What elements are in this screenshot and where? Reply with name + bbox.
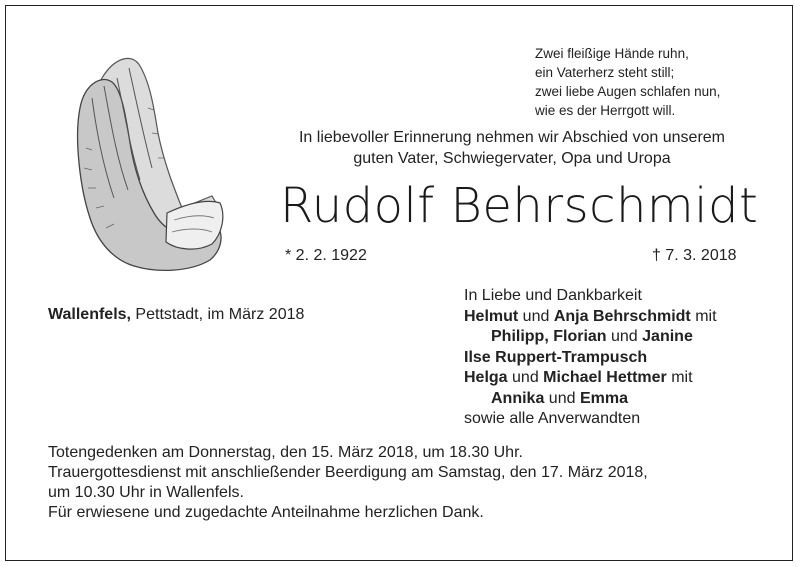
mourner-name: Annika [491,389,545,407]
footer-line: Totengedenken am Donnerstag, den 15. März 2018, um 18.30 Uhr. [48,444,523,461]
mourner-line [464,389,784,410]
mourner-name: Philipp, Florian [491,328,607,345]
conjunction: mit [666,369,693,386]
mourners-list [464,286,784,430]
praying-hands-icon [62,38,227,273]
mourner-name: Ilse Ruppert-Trampusch [464,348,648,366]
poem-line: zwei liebe Augen schlafen nun, [535,84,721,99]
footer-line: um 10.30 Uhr in Wallenfels. [48,484,244,501]
conjunction: und [518,307,554,325]
service-details [48,443,768,523]
mourners-header: In Liebe und Dankbarkeit [464,287,642,304]
mourner-name: Michael Hettmer [543,369,667,386]
mourner-name: Janine [642,328,693,345]
conjunction: und [544,389,580,407]
intro-line: guten Vater, Schwiegervater, Opa und Uropa [353,150,671,167]
place-date [48,306,304,324]
mourner-line [464,327,784,348]
mourner-name: Anja Behrschmidt [553,307,691,325]
mourners-footer: sowie alle Anverwandten [464,410,641,427]
place-bold: Wallenfels, [48,306,131,323]
deceased-name: Rudolf Behrschmidt [280,178,759,234]
mourner-line [464,307,784,328]
place-rest: Pettstadt, im März 2018 [130,306,305,323]
footer-line: Für erwiesene und zugedachte Anteilnahme herzlichen Dank. [48,504,484,521]
death-date: † 7. 3. 2018 [652,247,737,264]
intro-text [262,127,762,169]
mourner-line [464,368,784,389]
conjunction: mit [690,307,717,325]
poem-line: wie es der Herrgott will. [535,103,676,118]
conjunction: und [507,369,544,386]
mourner-line [464,348,784,369]
poem [535,44,785,120]
birth-date: * 2. 2. 1922 [285,247,367,264]
poem-line: Zwei fleißige Hände ruhn, [535,46,689,61]
footer-line: Trauergottesdienst mit anschließender Beerdigung am Samstag, den 17. März 2018, [48,464,648,481]
conjunction: und [606,328,643,345]
poem-line: ein Vaterherz steht still; [535,65,675,80]
intro-line: In liebevoller Erinnerung nehmen wir Abschied von unserem [298,129,725,146]
mourner-name: Helmut [464,307,519,325]
mourner-name: Helga [464,369,508,386]
mourner-name: Emma [579,389,628,407]
